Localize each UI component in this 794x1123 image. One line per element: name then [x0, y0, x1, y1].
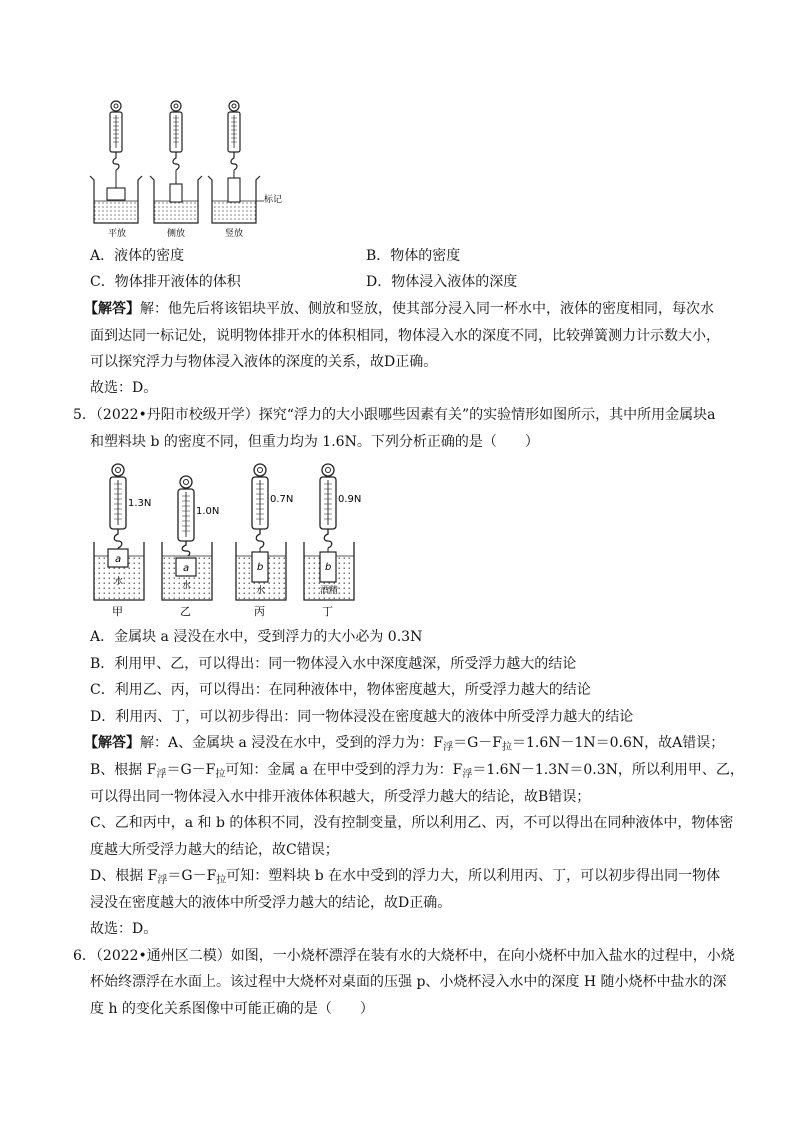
block-label-bing: b: [257, 562, 264, 573]
q4-option-c: C．物体排开液体的体积: [90, 274, 241, 290]
experiment-label-bing: 丙: [254, 605, 265, 618]
q5-stem-line-2: 和塑料块 b 的密度不同，但重力均为 1.6N。下列分析正确的是（ ）: [90, 434, 539, 450]
figure1-label-flat: 平放: [108, 229, 127, 239]
q5-sub-fu-3: 浮: [462, 769, 473, 780]
beaker-3: [208, 176, 264, 223]
q4-option-d: D．物体浸入液体的深度: [366, 274, 518, 290]
reading-jia: 1.3N: [128, 498, 152, 509]
q5-answer-text-2c: 可知：金属 a 在甲中受到的浮力为：F: [225, 762, 463, 778]
liquid-label-ding: 酒精: [320, 586, 339, 596]
liquid-label-jia: 水: [114, 577, 124, 587]
figure1-mark-label: 标记: [264, 195, 283, 205]
experiment-bing: [236, 464, 286, 600]
figure1-label-upright: 竖放: [225, 229, 244, 239]
figure-spring-scales-beakers: [86, 98, 286, 240]
q6-stem-line-3: 度 h 的变化关系图像中可能正确的是（ ）: [90, 1001, 374, 1017]
q5-option-c: C．利用乙、丙，可以得出：在同种液体中，物体密度越大，所受浮力越大的结论: [90, 682, 591, 698]
q5-sub-la-2: 拉: [215, 769, 226, 780]
q4-option-b: B．物体的密度: [366, 248, 461, 264]
spring-scale-1: [110, 101, 122, 188]
experiment-label-yi: 乙: [180, 605, 191, 618]
q5-answer-line-2: [90, 760, 744, 782]
q5-option-d: D．利用丙、丁，可以初步得出：同一物体浸没在密度越大的液体中所受浮力越大的结论: [90, 709, 634, 725]
q5-answer-text-2a: B、根据 F: [90, 762, 157, 778]
q6-stem-line-1: 6．（2022•通州区二模）如图，一小烧杯漂浮在装有水的大烧杯中，在向小烧杯中加入盐水的过程中，小烧: [73, 948, 735, 964]
q6-stem-line-2: 杯始终漂浮在水面上。该过程中大烧杯对桌面的压强 p、小烧杯浸入水中的深度 H 随小烧杯中盐水的深: [90, 974, 727, 990]
q5-answer-tag: 【解答】: [84, 735, 140, 751]
q4-answer-tag: 【解答】: [84, 301, 140, 317]
reading-yi: 1.0N: [196, 506, 220, 517]
q5-answer-text-6c: 可知：塑料块 b 在水中受到的浮力大，所以利用丙、丁，可以初步得出同一物体: [226, 868, 721, 884]
q5-answer-text-6a: D、根据 F: [90, 868, 158, 884]
q4-option-a: A．液体的密度: [90, 248, 185, 264]
experiment-ding: [304, 464, 354, 600]
figure1-label-side: 侧放: [167, 229, 186, 239]
q5-answer-line-1: [84, 733, 724, 755]
q5-choice: 故选：D。: [90, 921, 158, 937]
block-label-ding: b: [325, 562, 332, 573]
q5-sub-la-3: 拉: [216, 875, 227, 886]
q5-sub-fu-4: 浮: [157, 875, 168, 886]
q5-answer-text-1a: 解：A、金属块 a 浸没在水中，受到的浮力为：F: [140, 735, 444, 751]
reading-ding: 0.9N: [338, 494, 362, 505]
reading-bing: 0.7N: [270, 494, 294, 505]
q5-answer-text-2d: ＝1.6N－1.3N＝0.3N，所以利用甲、乙，: [472, 762, 744, 778]
q5-answer-line-5: 度越大所受浮力越大的结论，故C错误；: [90, 842, 339, 858]
figure-buoyancy-experiments: [88, 462, 378, 622]
q5-answer-text-1c: ＝1.6N－1N＝0.6N，故A错误；: [511, 735, 725, 751]
liquid-label-yi: 水: [182, 581, 192, 591]
q4-answer-line-3: 可以探究浮力与物体浸入液体的深度的关系，故D正确。: [90, 354, 438, 370]
q5-answer-text-1b: ＝G－F: [453, 735, 502, 751]
q5-answer-text-6b: ＝G－F: [167, 868, 217, 884]
liquid-label-bing: 水: [256, 586, 266, 596]
q5-sub-fu-1: 浮: [443, 742, 454, 753]
q4-answer-line-1: [84, 299, 714, 319]
q5-sub-la-1: 拉: [501, 742, 512, 753]
block-label-yi: a: [183, 563, 190, 574]
q5-option-a: A．金属块 a 浸没在水中，受到浮力的大小必为 0.3N: [90, 629, 423, 645]
q5-answer-line-3: 可以得出同一物体浸入水中排开液体体积越大，所受浮力越大的结论，故B错误；: [90, 789, 591, 805]
q5-answer-line-7: 浸没在密度越大的液体中所受浮力越大的结论，故D正确。: [90, 895, 452, 911]
q5-answer-text-2b: ＝G－F: [166, 762, 216, 778]
experiment-label-jia: 甲: [112, 605, 123, 618]
q4-answer-text-1: 解：他先后将该铝块平放、侧放和竖放，使其部分浸入同一杯水中，液体的密度相同，每次水: [140, 301, 714, 317]
q5-answer-line-4: C、乙和丙中，a 和 b 的体积不同，没有控制变量，所以利用乙、丙，不可以得出在同种液体中，物体密: [90, 815, 734, 831]
q4-choice: 故选：D。: [90, 380, 158, 396]
q5-answer-line-6: [90, 866, 720, 888]
experiment-label-ding: 丁: [322, 605, 333, 618]
spring-scale-2: [170, 101, 182, 184]
block-label-jia: a: [115, 554, 122, 565]
q4-answer-line-2: 面到达同一标记处，说明物体排开水的体积相同，物体浸入水的深度不同，比较弹簧测力计示数大小，: [90, 328, 720, 344]
q5-sub-fu-2: 浮: [156, 769, 167, 780]
spring-scale-3: [228, 101, 240, 178]
q5-stem-line-1: 5．（2022•丹阳市校级开学）探究“浮力的大小跟哪些因素有关”的实验情形如图所示，其中所用金属块a: [73, 407, 716, 423]
q5-option-b: B．利用甲、乙，可以得出：同一物体浸入水中深度越深，所受浮力越大的结论: [90, 656, 577, 672]
